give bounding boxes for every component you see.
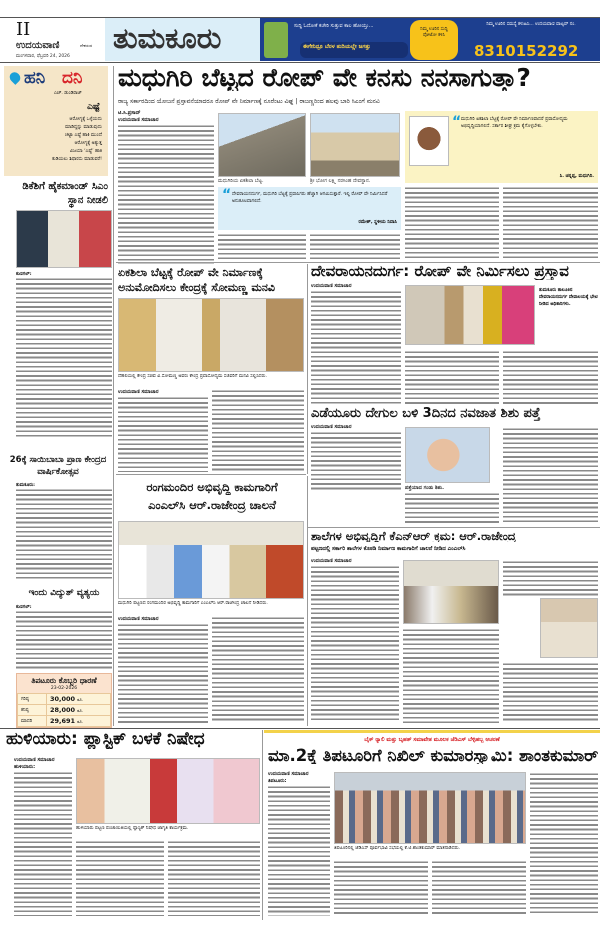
photo-caption: ಶ್ರೀ ಭೋಗ ಲಕ್ಷ್ಮಿ ನರಸಿಂಹ ದೇವಸ್ಥಾನ. (310, 178, 371, 184)
article-body (503, 662, 598, 723)
ad-text: ಸುದ್ದಿ ಓದೋಕೆ ಕಚೇರಿ ಸುತ್ತುವ ಕಾಲ ಹೋಯ್ತು... (294, 23, 374, 29)
photo-inauguration (118, 521, 304, 599)
photo-huliyar-event (76, 758, 260, 824)
drop-icon (8, 70, 23, 85)
quote-text: ಮಧುಗಿರಿ ಏಕಶಿಲಾ ಬೆಟ್ಟಕ್ಕೆ ರೋಪ್ ವೇ ನಿರ್ಮಾಣವಾದರೆ ಪ್ರವಾಸೋದ್ಯಮ ಅಭಿವೃದ್ಧಿಯಾಗಲಿದೆ. ಸರ್ಕಾರ ಶೀಘ್ರ ಕ್ರಮ ಕೈಗೊಳ್ಳಬೇಕು. (461, 117, 568, 129)
subhead-schools: ಪಟ್ಟಣದಲ್ಲಿ ಸರ್ಕಾರಿ ಶಾಲೆಗಳ ಕೊಠಡಿ ನಿರ್ಮಾಣ ಕಾಮಗಾರಿಗೆ ಚಾಲನೆ ನೀಡಿದ ಎಂಎಲ್‌ಸಿ (311, 546, 466, 552)
column-title-b: ದನಿ (62, 68, 83, 88)
photo-school-event (403, 560, 499, 624)
poem-title: ಎಷ್ಟೆ (87, 102, 100, 112)
row-label: ಗರಿಷ್ಠ (18, 694, 47, 705)
column-divider (113, 66, 114, 726)
table-row (18, 716, 111, 727)
headline-devarayanadurga: ದೇವರಾಯನದುರ್ಗ: ರೋಪ್ ವೇ ನಿರ್ಮಿಸಲು ಪ್ರಸ್ತಾವ (311, 264, 569, 280)
whatsapp-ad (260, 18, 600, 61)
table-date: 23-02-2026 (50, 686, 78, 691)
photo-devarayanadurga-visit (405, 285, 535, 345)
photo-infant (405, 427, 490, 483)
article-body (530, 772, 598, 916)
article-body (311, 431, 401, 491)
article-body (405, 350, 499, 405)
photo-caption: ಪತ್ತೆಯಾದ ಗಂಡು ಶಿಶು. (405, 485, 444, 491)
article-body (311, 565, 399, 723)
unit: ರೂ. (77, 719, 84, 724)
column-title-a: ಹನಿ (24, 68, 46, 88)
ad-phone-number: 8310152292 (474, 42, 579, 60)
byline: ಟಿ.ಸಿ.ಪ್ರಸಾದ್ (118, 110, 141, 116)
article-body (405, 186, 499, 260)
price: 28,000 (49, 706, 76, 714)
headline-rangamandira-1: ರಂಗಮಂದಿರ ಅಭಿವೃದ್ಧಿ ಕಾಮಗಾರಿಗೆ (146, 480, 278, 494)
photo-caption: ಹುಳಿಯಾರು ಪಟ್ಟಣ ಪಂಚಾಯಿತಿಯಲ್ಲಿ ಪ್ಲಾಸ್ಟಿಕ್ ನಿಷೇಧ ಜಾಗೃತಿ ಕಾರ್ಯಕ್ರಮ. (76, 826, 189, 831)
dateline: ಹುಳಿಯಾರು: (14, 764, 36, 770)
table-row (18, 694, 111, 705)
headline-nikhil: ಮಾ.2ಕ್ಕೆ ತಿಪಟೂರಿಗೆ ನಿಖಿಲ್ ಕುಮಾರಸ್ವಾಮಿ: ಶಾಂತಕುಮಾರ್ (268, 747, 599, 765)
desk: ಉದಯವಾಣಿ ಸಮಾಚಾರ (311, 558, 352, 564)
article-body (310, 233, 400, 260)
ad-tagline: ಈಗೇನಿದ್ರೂ ಬೆರಳ ತುದಿಯಲ್ಲೇ ಜಗತ್ತು (300, 42, 408, 58)
quote-text: ದೇವರಾಯನದುರ್ಗ, ಮಧುಗಿರಿ ಬೆಟ್ಟಕ್ಕೆ ಪ್ರವಾಸಿಗರು ಹೆಚ್ಚಾಗಿ ಆಗಮಿಸುತ್ತಾರೆ. ಇಲ್ಲಿ ರೋಪ್ ವೇ ನಿರ್ಮಿಸಿದರೆ ಅನುಕೂಲವಾಗಲಿದೆ. (232, 192, 388, 204)
poem-line: ಮಾಡಿದ್ದನ್ನು ಮಾಡುವುದು (65, 125, 102, 130)
article-body (212, 389, 304, 472)
article-body (118, 124, 214, 264)
article-body (76, 840, 164, 916)
section-banner (105, 18, 260, 61)
quote-mark-icon: “ (222, 187, 232, 203)
photo-somanna-meeting (118, 298, 304, 372)
photo-caption: ಮಧುಗಿರಿ ಪಟ್ಟಣದ ರಂಗಮಂದಿರ ಅಭಿವೃದ್ಧಿ ಕಾಮಗಾರಿಗೆ ಎಂಎಲ್‌ಸಿ ಆರ್.ರಾಜೇಂದ್ರ ಚಾಲನೆ ನೀಡಿದರು. (118, 601, 268, 606)
section-rule (116, 474, 306, 475)
masthead-rule (0, 62, 600, 63)
price: 30,000 (49, 695, 76, 703)
headline-schools: ಶಾಲೆಗಳ ಅಭಿವೃದ್ಧಿಗೆ ಕೆಎನ್‌ಆರ್ ಕ್ರಮ: ಆರ್.ರಾಜೇಂದ್ರ (311, 530, 516, 543)
ad-right-text: ನಿಮ್ಮ ಊರಿನ ಸಮಸ್ಯೆ ಕಳುಹಿಸಿ... ಉದಯವಾಣಿ ವಾಟ್ಸಪ್ ನಂ. (486, 22, 576, 27)
edition: ದೇಶಸಂರ (80, 43, 93, 48)
photo-temple (310, 113, 400, 177)
quote-box (405, 111, 598, 183)
quote-author: ಸಿ. ಚನ್ನಪ್ಪ, ಮಧುಗಿರಿ. (559, 174, 594, 179)
article-body (118, 396, 208, 472)
article-body (16, 488, 112, 580)
column-author: ಎಚ್. ಡುಂಡಿರಾಜ್ (54, 91, 82, 96)
page-number: II (16, 19, 31, 40)
column-divider (262, 730, 263, 920)
desk: ಉದಯವಾಣಿ ಸಮಾಚಾರ (268, 771, 309, 777)
section-rule (0, 728, 600, 729)
photo-caption: ಮಧುಗಿರಿಯ ಏಕಶಿಲಾ ಬೆಟ್ಟ. (218, 178, 264, 184)
article-body (432, 860, 526, 916)
photo-caption: ತುಮಕೂರು ತಾಲೂಕಿನ ದೇವರಾಯನದುರ್ಗ ದೇವಾಲಯಕ್ಕೆ ಭೇಟಿ ನೀಡಿದ ಅಧಿಕಾರಿಗಳು. (539, 288, 598, 307)
photo-portrait (540, 598, 598, 658)
section-title: ತುಮಕೂರು (113, 21, 222, 55)
article-body (405, 492, 499, 525)
quote-box-2 (218, 187, 401, 230)
row-label: ಮಾದರಿ (18, 716, 47, 727)
phone-icon (264, 22, 288, 58)
section-rule (308, 527, 600, 528)
article-body (503, 560, 598, 596)
copra-price-table (16, 673, 112, 728)
table-title: ತಿಪಟೂರು ಕೊಬ್ಬರಿ ಧಾರಣೆ (31, 676, 97, 685)
quote-mark-icon: “ (452, 114, 462, 130)
quote-author: ರಮೇಶ್, ಸ್ಥಳೀಯ ನಿವಾಸಿ (358, 220, 397, 225)
column-divider (307, 264, 308, 474)
photo-jds-meeting (334, 772, 526, 844)
unit: ರೂ. (77, 697, 84, 702)
headline-saibaba: 26ಕ್ಕೆ ಸಾಯಿಬಾಬಾ ಪ್ರಾಣ ಕೇಂದ್ರದ ವಾರ್ಷಿಕೋತ್ಸವ (9, 455, 107, 477)
article-body (16, 610, 112, 670)
article-body (14, 771, 72, 916)
desk: ಉದಯವಾಣಿ ಸಮಾಚಾರ (118, 117, 159, 123)
headline-dks: ಡಿಕೆಶಿಗೆ ಹೈಕಮಾಂಡ್ ಸಿಎಂ ಸ್ಥಾನ ನೀಡಲಿ (22, 181, 108, 206)
photo-caption: ತಿಪಟೂರಿನಲ್ಲಿ ಜೆಡಿಎಸ್ ಪೂರ್ವಭಾವಿ ಸಭೆಯಲ್ಲಿ ಕೆ.ಟಿ.ಶಾಂತಕುಮಾರ್ ಮಾತನಾಡಿದರು. (334, 846, 461, 851)
paper-name: ಉದಯವಾಣಿ (16, 40, 60, 51)
article-body (311, 290, 401, 405)
poem-line: ಚಟ್ಟಾ ಎಷ್ಟೆ ಹಾಕಿ ಮುಂದೆ (64, 133, 102, 138)
article-body (16, 277, 112, 437)
price: 29,691 (49, 717, 76, 725)
desk: ಉದಯವಾಣಿ ಸಮಾಚಾರ (118, 389, 159, 395)
poem (52, 116, 102, 164)
headline-ekashila-1: ಏಕಶಿಲಾ ಬೆಟ್ಟಕ್ಕೆ ರೋಪ್ ವೇ ನಿರ್ಮಾಣಕ್ಕೆ (118, 266, 263, 279)
unit: ರೂ. (77, 708, 84, 713)
poem-line: ಆರೋಗ್ಯಕ್ಕೆ ಅತ್ಯುತ್ತ (74, 141, 102, 146)
dateline: ತುಮಕೂರು: (16, 483, 35, 488)
article-body (503, 186, 598, 260)
hani-dani-box (4, 66, 108, 176)
issue-date: ಮಂಗಳವಾರ, ಫೆಬ್ರವರಿ 24, 2026 (16, 54, 70, 59)
poem-line: ವಿಜಯಾ ‘ಎಷ್ಟೆ’ ಹಾಕಿ (70, 149, 102, 154)
desk: ಉದಯವಾಣಿ ಸಮಾಚಾರ (14, 757, 55, 763)
poem-line: ಆರೋಗ್ಯಕ್ಕೆ ಒಳ್ಳೆಯದು (69, 117, 102, 122)
desk: ಉದಯವಾಣಿ ಸಮಾಚಾರ (311, 283, 352, 289)
article-body (268, 785, 330, 916)
headline-power-cut: ಇಂದು ವಿದ್ಯುತ್ ವ್ಯತ್ಯಯ (28, 588, 100, 598)
quote-author-photo (409, 116, 449, 166)
section-rule (116, 262, 600, 263)
lead-subhead: ರಾಜ್ಯ ಸರ್ಕಾರದಿಂದ ಯೋಜನೆ ಪ್ರಸ್ತಾವನೆಯಾದರೂ ರೋಪ್ ವೇ ನಿರ್ಮಾಣಕ್ಕೆ ನೂರೆಂಟು ವಿಘ್ನ | ರಾಜಣ್ಣರಿಂದ ಹಲವು ಬಾರಿ ಸಿಎಂಗೆ ಮನವಿ (118, 98, 380, 105)
poem-line: ಕುಡಿಯಲು ಶಿಫಾರಸು ಮಾಡುವರೆ! (52, 157, 102, 162)
headline-rangamandira-2: ಎಂಎಲ್‌ಸಿ ಆರ್.ರಾಜೇಂದ್ರ ಚಾಲನೆ (148, 498, 276, 512)
headline-ekashila-2: ಅನುಮೋದಿಸಲು ಕೇಂದ್ರಕ್ಕೆ ಸೋಮಣ್ಣ ಮನವಿ (118, 281, 276, 294)
desk: ಉದಯವಾಣಿ ಸಮಾಚಾರ (311, 424, 352, 430)
desk: ಉದಯವಾಣಿ ಸಮಾಚಾರ (118, 616, 159, 622)
article-body (334, 860, 428, 916)
photo-press-meet (16, 210, 112, 268)
photo-ekashila-hill (218, 113, 306, 177)
column-divider (307, 476, 308, 726)
dateline: ಕುಣಿಗಲ್: (16, 272, 32, 277)
ad-badge: ನಿಮ್ಮ ಊರಿನ ಸುದ್ದಿ ಪೋಟೋ ಕಳಿಸಿ (410, 20, 458, 60)
headline-huliyar: ಹುಳಿಯಾರು: ಪ್ಲಾಸ್ಟಿಕ್ ಬಳಕೆ ನಿಷೇಧ (6, 731, 205, 749)
accent-bar (264, 730, 600, 733)
dateline: ಕುಣಿಗಲ್: (16, 605, 32, 610)
row-label: ಕನಿಷ್ಠ (18, 705, 47, 716)
article-body (218, 233, 306, 260)
article-body (168, 840, 260, 916)
headline-yediyur: ಎಡೆಯೂರು ದೇಗುಲ ಬಳಿ 3ದಿನದ ನವಜಾತ ಶಿಶು ಪತ್ತೆ (311, 407, 541, 421)
article-body (503, 427, 598, 525)
article-body (118, 623, 208, 723)
article-body (503, 350, 598, 405)
photo-caption: ದೆಹಲಿಯಲ್ಲಿ ಕೇಂದ್ರ ಸಚಿವ ವಿ.ಸೋಮಣ್ಣ ಅವರು ಕೇಂದ್ರ ಪ್ರವಾಸೋದ್ಯಮ ಸಚಿವರಿಗೆ ಮನವಿ ಸಲ್ಲಿಸಿದರು. (118, 374, 267, 379)
dateline: ತಿಪಟೂರು: (268, 778, 287, 784)
article-body (212, 616, 304, 723)
table-row (18, 705, 111, 716)
lead-headline: ಮಧುಗಿರಿ ಬೆಟ್ಟದ ರೋಪ್ ವೇ ಕನಸು ನನಸಾಗುತ್ತಾ? (118, 65, 531, 92)
article-body (403, 628, 499, 723)
kicker-nikhil: ಬೈಕ್ ರ್‍ಯಾಲಿ ಮತ್ತು ಬೃಹತ್ ಸಮಾವೇಶ ಮೂಲಕ ಜೆಡಿಎಸ್ ಬೆಳ್ಳಿಹಬ್ಬ ಆಚರಣೆ (364, 737, 500, 743)
